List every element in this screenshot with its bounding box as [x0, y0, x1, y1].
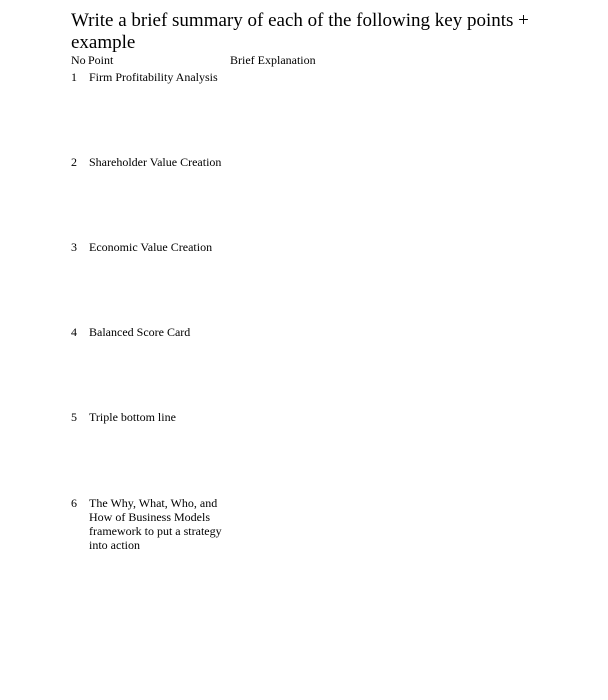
- page-title: Write a brief summary of each of the following key points + example: [71, 10, 529, 53]
- row-point: Triple bottom line: [89, 410, 176, 424]
- row-explanation: [230, 496, 570, 566]
- row-point: Shareholder Value Creation: [89, 155, 222, 169]
- row-number: 3: [71, 240, 77, 254]
- row-explanation: [230, 240, 570, 310]
- column-header-point: Point: [88, 53, 114, 67]
- row-explanation: [230, 325, 570, 395]
- row-point: The Why, What, Who, and How of Business Models framework to put a strategy into action: [89, 496, 222, 552]
- row-number: 4: [71, 325, 77, 339]
- column-header-no: No: [71, 53, 86, 67]
- row-number: 2: [71, 155, 77, 169]
- row-number: 1: [71, 70, 77, 84]
- row-number: 5: [71, 410, 77, 424]
- row-explanation: [230, 70, 570, 140]
- row-explanation: [230, 155, 570, 225]
- row-number: 6: [71, 496, 77, 510]
- row-explanation: [230, 410, 570, 480]
- column-header-explanation: Brief Explanation: [230, 53, 316, 67]
- row-point: Firm Profitability Analysis: [89, 70, 218, 84]
- row-point: Balanced Score Card: [89, 325, 191, 339]
- row-point: Economic Value Creation: [89, 240, 213, 254]
